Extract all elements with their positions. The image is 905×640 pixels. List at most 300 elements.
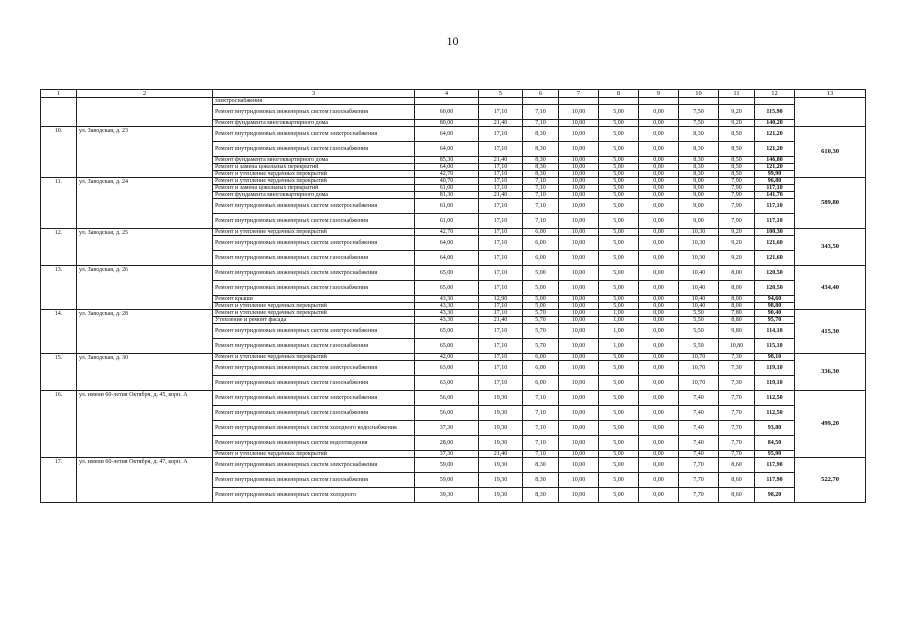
row-sum-cell: 119,10 [755, 376, 795, 391]
value-cell: 42,70 [415, 171, 479, 178]
work-type-cell: Утепление и ремонт фасада [213, 317, 415, 324]
value-cell: 10,00 [559, 391, 599, 406]
value-cell: 8,30 [523, 171, 559, 178]
row-sum-cell: 121,20 [755, 127, 795, 142]
row-sum-cell [755, 98, 795, 105]
address-cell: ул. имени 60-летия Октября, д. 45, корп. А [77, 391, 213, 458]
value-cell: 10,00 [559, 199, 599, 214]
column-number: 13 [795, 90, 866, 98]
value-cell: 64,00 [415, 251, 479, 266]
row-sum-cell: 95,90 [755, 451, 795, 458]
value-cell: 6,00 [523, 354, 559, 361]
row-sum-cell: 98,80 [755, 303, 795, 310]
value-cell: 0,00 [639, 473, 679, 488]
row-sum-cell: 84,50 [755, 436, 795, 451]
work-type-cell: Ремонт внутридомовых инженерных систем газоснабжения [213, 105, 415, 120]
value-cell: 17,10 [479, 361, 523, 376]
value-cell: 0,00 [639, 303, 679, 310]
work-type-cell: Ремонт внутридомовых инженерных систем холодного [213, 488, 415, 503]
value-cell: 10,00 [559, 436, 599, 451]
value-cell: 0,00 [639, 178, 679, 185]
value-cell: 0,00 [639, 451, 679, 458]
work-type-cell: Ремонт и утепление чердачных перекрытий [213, 229, 415, 236]
value-cell: 0,00 [639, 281, 679, 296]
value-cell: 8,50 [719, 127, 755, 142]
value-cell: 61,00 [415, 199, 479, 214]
value-cell: 59,00 [415, 473, 479, 488]
value-cell: 1,00 [599, 310, 639, 317]
value-cell: 8,30 [679, 164, 719, 171]
column-number: 2 [77, 90, 213, 98]
item-number: 13. [41, 266, 77, 310]
page-number: 10 [446, 34, 459, 48]
value-cell: 5,00 [599, 406, 639, 421]
column-number: 6 [523, 90, 559, 98]
address-cell: ул. Заводская, д. 28 [77, 310, 213, 354]
value-cell: 8,30 [523, 164, 559, 171]
value-cell: 5,00 [599, 120, 639, 127]
value-cell: 7,30 [719, 361, 755, 376]
value-cell: 7,10 [523, 421, 559, 436]
value-cell: 0,00 [639, 354, 679, 361]
value-cell: 8,30 [523, 488, 559, 503]
value-cell: 5,00 [599, 296, 639, 303]
row-sum-cell: 140,20 [755, 120, 795, 127]
value-cell: 6,00 [523, 376, 559, 391]
value-cell: 8,30 [679, 127, 719, 142]
value-cell: 9,00 [679, 178, 719, 185]
value-cell: 19,30 [479, 458, 523, 473]
row-sum-cell: 146,80 [755, 157, 795, 164]
row-sum-cell: 121,60 [755, 236, 795, 251]
value-cell: 5,00 [599, 436, 639, 451]
value-cell: 7,90 [719, 199, 755, 214]
value-cell: 65,00 [415, 266, 479, 281]
value-cell: 0,00 [639, 236, 679, 251]
address-cell: ул. Заводская, д. 30 [77, 354, 213, 391]
value-cell: 5,00 [599, 105, 639, 120]
value-cell: 8,50 [719, 157, 755, 164]
value-cell: 21,40 [479, 451, 523, 458]
value-cell: 65,00 [415, 339, 479, 354]
value-cell: 9,00 [679, 199, 719, 214]
value-cell: 65,00 [415, 281, 479, 296]
column-number: 10 [679, 90, 719, 98]
value-cell: 7,70 [719, 391, 755, 406]
value-cell: 5,70 [523, 324, 559, 339]
value-cell: 10,00 [559, 296, 599, 303]
value-cell: 0,00 [639, 157, 679, 164]
value-cell: 5,50 [679, 317, 719, 324]
value-cell: 5,00 [599, 214, 639, 229]
value-cell: 0,00 [639, 458, 679, 473]
value-cell: 8,50 [719, 164, 755, 171]
work-type-cell: Ремонт и утепление чердачных перекрытий [213, 303, 415, 310]
value-cell: 10,00 [559, 185, 599, 192]
table-row [41, 229, 866, 236]
value-cell: 9,80 [719, 324, 755, 339]
item-number: 12. [41, 229, 77, 266]
value-cell: 10,00 [559, 324, 599, 339]
address-cell: ул. Заводская, д. 23 [77, 127, 213, 178]
row-sum-cell: 114,10 [755, 324, 795, 339]
row-sum-cell: 120,50 [755, 266, 795, 281]
work-type-cell: электроснабжения [213, 98, 415, 105]
value-cell: 0,00 [639, 339, 679, 354]
value-cell: 5,00 [599, 199, 639, 214]
value-cell: 10,40 [679, 296, 719, 303]
value-cell: 7,50 [679, 120, 719, 127]
value-cell: 7,10 [523, 105, 559, 120]
value-cell: 10,00 [559, 281, 599, 296]
value-cell: 10,00 [559, 354, 599, 361]
value-cell: 21,40 [479, 317, 523, 324]
value-cell: 7,10 [523, 451, 559, 458]
table-row [41, 458, 866, 473]
value-cell: 10,00 [559, 421, 599, 436]
value-cell: 10,30 [679, 229, 719, 236]
value-cell: 10,00 [559, 178, 599, 185]
value-cell: 8,30 [523, 473, 559, 488]
value-cell: 10,00 [559, 229, 599, 236]
value-cell: 37,30 [415, 421, 479, 436]
value-cell: 10,00 [559, 214, 599, 229]
value-cell: 17,10 [479, 105, 523, 120]
value-cell: 7,40 [679, 421, 719, 436]
value-cell: 6,00 [523, 361, 559, 376]
value-cell: 0,00 [639, 361, 679, 376]
value-cell: 64,00 [415, 236, 479, 251]
value-cell: 8,60 [719, 488, 755, 503]
value-cell: 17,10 [479, 127, 523, 142]
value-cell: 0,00 [639, 251, 679, 266]
value-cell: 9,20 [719, 236, 755, 251]
value-cell: 7,10 [523, 199, 559, 214]
value-cell: 10,00 [559, 458, 599, 473]
value-cell: 8,50 [719, 142, 755, 157]
value-cell: 0,00 [639, 185, 679, 192]
value-cell: 0,00 [639, 171, 679, 178]
value-cell: 8,30 [523, 157, 559, 164]
value-cell: 0,00 [639, 164, 679, 171]
value-cell: 5,00 [599, 251, 639, 266]
value-cell: 19,30 [479, 421, 523, 436]
work-type-cell: Ремонт внутридомовых инженерных систем водоотведения [213, 436, 415, 451]
row-sum-cell: 115,90 [755, 105, 795, 120]
value-cell: 5,00 [599, 281, 639, 296]
address-total-cell: 415,30 [795, 310, 866, 354]
value-cell: 8,80 [719, 317, 755, 324]
value-cell: 64,00 [415, 142, 479, 157]
value-cell: 10,40 [679, 303, 719, 310]
value-cell: 85,30 [415, 157, 479, 164]
address-total-cell: 343,50 [795, 229, 866, 266]
value-cell: 7,40 [679, 451, 719, 458]
value-cell: 19,30 [479, 391, 523, 406]
value-cell: 0,00 [639, 105, 679, 120]
value-cell: 19,30 [479, 473, 523, 488]
work-type-cell: Ремонт фундамента многоквартирного дома [213, 120, 415, 127]
value-cell: 5,00 [599, 142, 639, 157]
value-cell: 7,70 [679, 488, 719, 503]
address-total-cell: 499,20 [795, 391, 866, 458]
value-cell: 9,00 [679, 214, 719, 229]
work-type-cell: Ремонт и замена цокольных перекрытий [213, 164, 415, 171]
value-cell: 8,00 [719, 296, 755, 303]
table-row [41, 266, 866, 281]
work-type-cell: Ремонт внутридомовых инженерных систем газоснабжения [213, 281, 415, 296]
value-cell: 43,30 [415, 303, 479, 310]
value-cell: 8,30 [679, 171, 719, 178]
value-cell: 21,40 [479, 157, 523, 164]
value-cell: 7,30 [719, 354, 755, 361]
value-cell: 40,70 [415, 178, 479, 185]
table-row [41, 98, 866, 105]
value-cell: 5,00 [599, 185, 639, 192]
value-cell: 0,00 [639, 324, 679, 339]
value-cell: 17,10 [479, 339, 523, 354]
column-number: 7 [559, 90, 599, 98]
value-cell: 5,00 [599, 458, 639, 473]
value-cell: 5,00 [599, 488, 639, 503]
value-cell: 5,00 [599, 178, 639, 185]
value-cell: 0,00 [639, 214, 679, 229]
value-cell: 5,70 [523, 317, 559, 324]
row-sum-cell: 117,90 [755, 473, 795, 488]
value-cell: 9,20 [719, 229, 755, 236]
value-cell: 37,30 [415, 451, 479, 458]
value-cell: 7,10 [523, 406, 559, 421]
value-cell: 17,10 [479, 324, 523, 339]
value-cell: 9,00 [679, 185, 719, 192]
value-cell: 7,90 [719, 192, 755, 199]
work-type-cell: Ремонт фундамента многоквартирного дома [213, 192, 415, 199]
work-type-cell: Ремонт крыши [213, 296, 415, 303]
value-cell [679, 98, 719, 105]
value-cell: 43,30 [415, 296, 479, 303]
value-cell [639, 98, 679, 105]
item-number: 14. [41, 310, 77, 354]
value-cell: 0,00 [639, 310, 679, 317]
value-cell: 7,10 [523, 120, 559, 127]
value-cell: 5,50 [679, 310, 719, 317]
table-row [41, 310, 866, 317]
value-cell: 5,70 [523, 310, 559, 317]
value-cell: 10,00 [559, 303, 599, 310]
value-cell: 10,00 [559, 339, 599, 354]
value-cell: 10,30 [679, 251, 719, 266]
value-cell: 5,00 [599, 376, 639, 391]
value-cell: 10,00 [559, 451, 599, 458]
row-sum-cell: 94,60 [755, 296, 795, 303]
value-cell: 80,00 [415, 120, 479, 127]
work-type-cell: Ремонт и утепление чердачных перекрытий [213, 310, 415, 317]
value-cell: 0,00 [639, 120, 679, 127]
value-cell: 5,00 [599, 391, 639, 406]
value-cell: 0,00 [639, 406, 679, 421]
value-cell: 65,00 [415, 324, 479, 339]
value-cell: 56,00 [415, 406, 479, 421]
work-type-cell: Ремонт и замена цокольных перекрытий [213, 185, 415, 192]
row-sum-cell: 93,80 [755, 421, 795, 436]
value-cell: 10,00 [559, 192, 599, 199]
value-cell [523, 98, 559, 105]
item-number [41, 98, 77, 127]
value-cell: 61,00 [415, 214, 479, 229]
value-cell: 8,00 [719, 266, 755, 281]
table-row [41, 178, 866, 185]
value-cell: 17,10 [479, 281, 523, 296]
work-type-cell: Ремонт внутридомовых инженерных систем электроснабжения [213, 458, 415, 473]
row-sum-cell: 121,60 [755, 251, 795, 266]
value-cell: 19,30 [479, 436, 523, 451]
value-cell: 0,00 [639, 391, 679, 406]
value-cell: 5,00 [523, 296, 559, 303]
item-number: 10. [41, 127, 77, 178]
address-cell: ул. имени 60-летия Октября, д. 47, корп. А [77, 458, 213, 503]
value-cell: 1,00 [599, 317, 639, 324]
value-cell: 9,20 [719, 251, 755, 266]
value-cell: 5,00 [599, 171, 639, 178]
value-cell: 7,10 [523, 185, 559, 192]
value-cell: 0,00 [639, 127, 679, 142]
value-cell: 0,00 [639, 317, 679, 324]
address-total-cell: 336,30 [795, 354, 866, 391]
value-cell: 5,70 [523, 339, 559, 354]
value-cell: 5,00 [523, 303, 559, 310]
value-cell: 10,00 [559, 406, 599, 421]
value-cell: 17,10 [479, 376, 523, 391]
work-type-cell: Ремонт и утепление чердачных перекрытий [213, 171, 415, 178]
value-cell: 8,50 [719, 171, 755, 178]
value-cell: 7,70 [719, 451, 755, 458]
item-number: 17. [41, 458, 77, 503]
value-cell: 7,70 [679, 473, 719, 488]
work-type-cell: Ремонт внутридомовых инженерных систем газоснабжения [213, 406, 415, 421]
cost-table [40, 89, 866, 503]
value-cell: 7,90 [719, 185, 755, 192]
column-number: 4 [415, 90, 479, 98]
column-number: 11 [719, 90, 755, 98]
value-cell: 7,50 [679, 105, 719, 120]
value-cell: 10,00 [559, 361, 599, 376]
value-cell: 5,00 [599, 164, 639, 171]
value-cell: 17,10 [479, 354, 523, 361]
value-cell: 1,00 [599, 339, 639, 354]
value-cell: 19,30 [479, 488, 523, 503]
row-sum-cell: 112,50 [755, 406, 795, 421]
column-number: 8 [599, 90, 639, 98]
value-cell: 17,10 [479, 185, 523, 192]
item-number: 11. [41, 178, 77, 229]
item-number: 15. [41, 354, 77, 391]
value-cell: 1,00 [599, 324, 639, 339]
value-cell: 5,00 [599, 229, 639, 236]
value-cell: 7,70 [679, 458, 719, 473]
column-number: 3 [213, 90, 415, 98]
value-cell: 42,00 [415, 354, 479, 361]
table-row [41, 127, 866, 142]
value-cell [415, 98, 479, 105]
value-cell: 6,00 [523, 229, 559, 236]
value-cell: 5,00 [599, 354, 639, 361]
value-cell: 10,70 [679, 354, 719, 361]
value-cell: 7,80 [719, 310, 755, 317]
work-type-cell: Ремонт внутридомовых инженерных систем электроснабжения [213, 236, 415, 251]
value-cell: 10,40 [679, 266, 719, 281]
value-cell: 5,00 [599, 236, 639, 251]
value-cell: 7,10 [523, 436, 559, 451]
address-total-cell: 610,30 [795, 127, 866, 178]
value-cell: 60,00 [415, 105, 479, 120]
value-cell: 10,00 [559, 120, 599, 127]
row-sum-cell: 115,10 [755, 339, 795, 354]
value-cell: 10,00 [559, 317, 599, 324]
value-cell: 0,00 [639, 376, 679, 391]
value-cell: 8,30 [523, 458, 559, 473]
value-cell: 59,00 [415, 458, 479, 473]
value-cell: 56,00 [415, 391, 479, 406]
value-cell: 7,70 [719, 421, 755, 436]
work-type-cell: Ремонт фундамента многоквартирного дома [213, 157, 415, 164]
value-cell: 43,30 [415, 317, 479, 324]
value-cell: 5,00 [523, 266, 559, 281]
row-sum-cell: 95,70 [755, 317, 795, 324]
value-cell: 12,90 [479, 296, 523, 303]
value-cell: 8,30 [523, 127, 559, 142]
row-sum-cell: 90,40 [755, 310, 795, 317]
value-cell: 5,00 [599, 127, 639, 142]
value-cell: 10,80 [719, 339, 755, 354]
item-number: 16. [41, 391, 77, 458]
address-total-cell: 589,80 [795, 178, 866, 229]
value-cell: 10,00 [559, 473, 599, 488]
row-sum-cell: 112,50 [755, 391, 795, 406]
value-cell: 10,00 [559, 157, 599, 164]
value-cell: 61,00 [415, 185, 479, 192]
value-cell: 17,10 [479, 229, 523, 236]
value-cell: 0,00 [639, 199, 679, 214]
value-cell: 17,10 [479, 251, 523, 266]
column-number: 5 [479, 90, 523, 98]
value-cell: 7,40 [679, 436, 719, 451]
value-cell: 42,70 [415, 229, 479, 236]
value-cell: 5,00 [599, 451, 639, 458]
row-sum-cell: 117,10 [755, 199, 795, 214]
column-number-row [41, 90, 866, 98]
work-type-cell: Ремонт внутридомовых инженерных систем электроснабжения [213, 391, 415, 406]
value-cell: 64,00 [415, 127, 479, 142]
value-cell: 17,10 [479, 199, 523, 214]
row-sum-cell: 96,80 [755, 178, 795, 185]
value-cell: 10,40 [679, 281, 719, 296]
value-cell: 5,00 [599, 192, 639, 199]
value-cell: 8,60 [719, 473, 755, 488]
value-cell: 10,00 [559, 310, 599, 317]
work-type-cell: Ремонт внутридомовых инженерных систем газоснабжения [213, 473, 415, 488]
value-cell [719, 98, 755, 105]
value-cell: 0,00 [639, 266, 679, 281]
value-cell: 10,70 [679, 376, 719, 391]
value-cell: 10,00 [559, 171, 599, 178]
value-cell: 5,00 [599, 361, 639, 376]
work-type-cell: Ремонт внутридомовых инженерных систем электроснабжения [213, 324, 415, 339]
address-cell [77, 98, 213, 127]
value-cell: 5,00 [599, 421, 639, 436]
address-cell: ул. Заводская, д. 25 [77, 229, 213, 266]
value-cell: 7,90 [719, 214, 755, 229]
value-cell: 0,00 [639, 192, 679, 199]
